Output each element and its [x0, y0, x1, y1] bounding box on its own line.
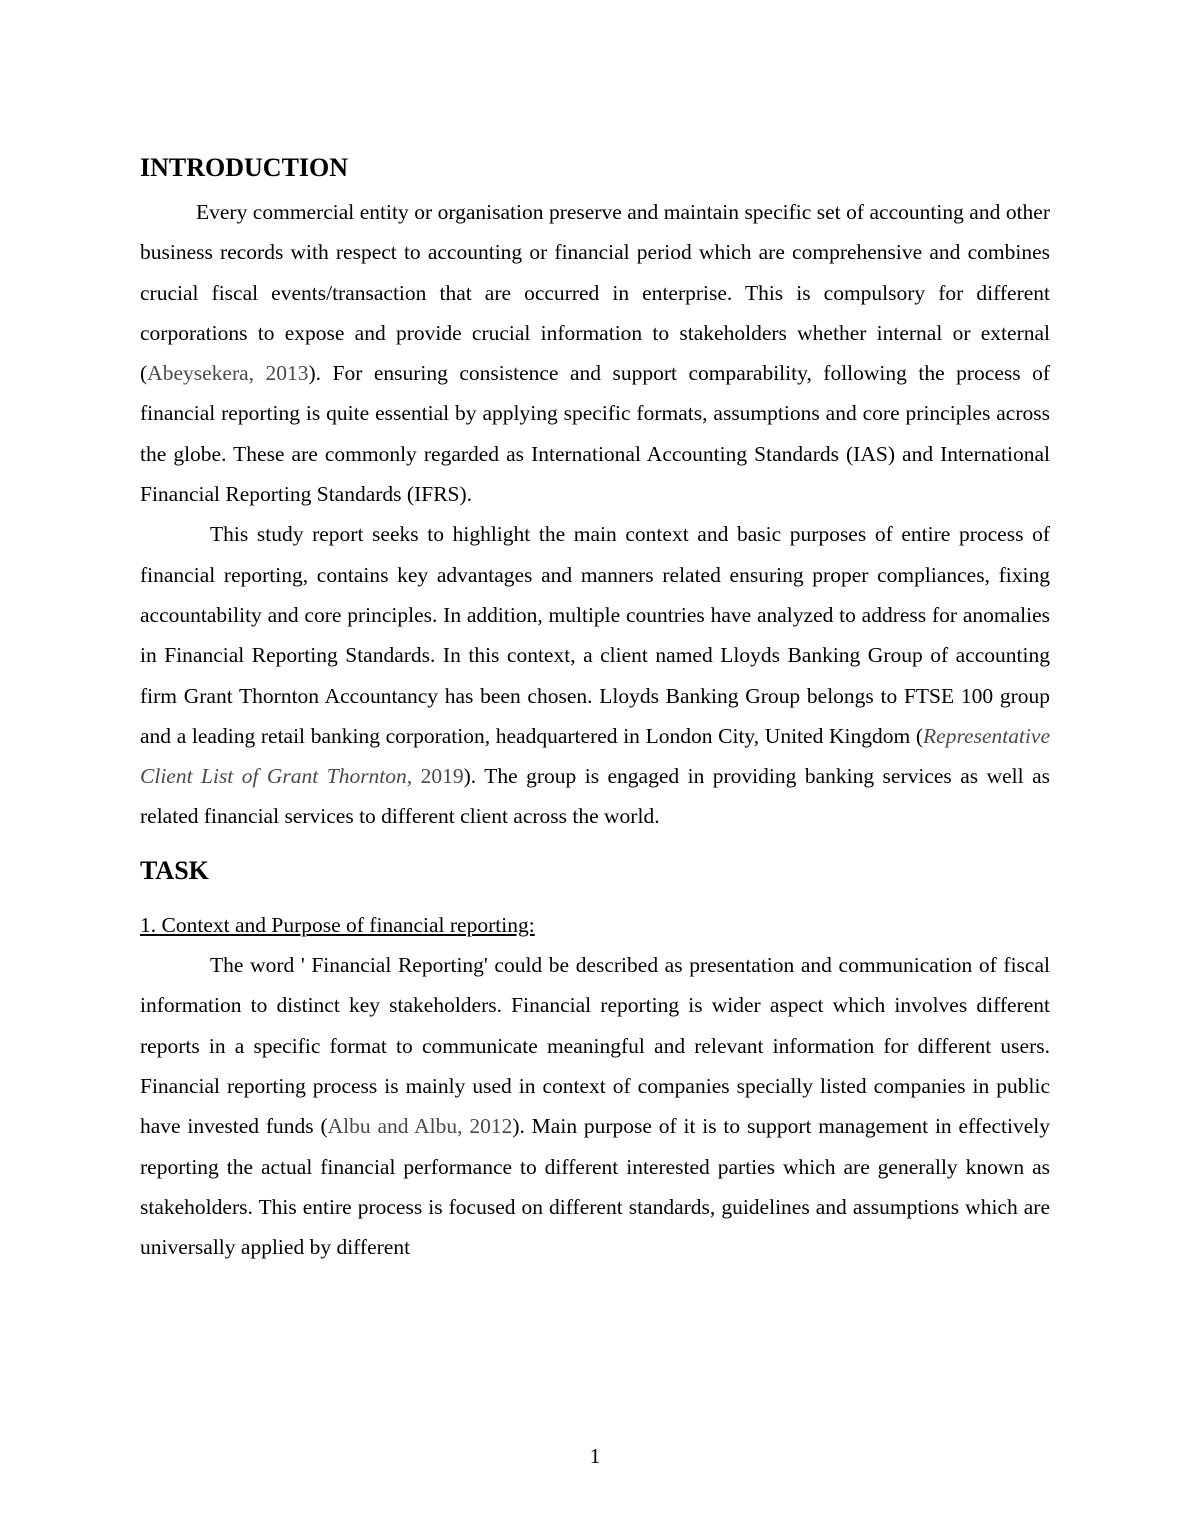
task-heading: TASK: [140, 855, 209, 885]
page-number: 1: [589, 1444, 601, 1468]
page-content: [140, 150, 1050, 1267]
task-p1-text-start: The word ' Financial Reporting' could be described as presentation and communication of fiscal information to distinct key stakeholders. Financial reporting is wider aspect which involves different reports in a specific format to communicate meaningful and relevant information for different users. Financial reporting process is mainly used in context of companies specially listed companies in public have invested funds (: [140, 953, 1050, 1139]
task-paragraph-1: [140, 945, 1050, 1267]
citation-abeysekera: Abeysekera, 2013: [147, 361, 309, 386]
introduction-paragraph-2: [140, 514, 1050, 836]
introduction-heading: INTRODUCTION: [140, 153, 349, 182]
introduction-paragraph-1: [140, 192, 1050, 514]
task-p1-text-end: ). Main purpose of it is to support management in effectively reporting the actual financial performance to different interested parties which are generally known as stakeholders. This entire process is focused on different standards, guidelines and assumptions which are universally applied by different: [140, 1114, 1051, 1260]
intro-p1-text-start: Every commercial entity or organisation preserve and maintain specific set of accounting and other business records with respect to accounting or financial period which are comprehensive and combines crucial fiscal events/transaction that are occurred in enterprise. This is compulsory for different corporations to expose and provide crucial information to stakeholders whether internal or external (: [140, 200, 1050, 386]
citation-albu: Albu and Albu, 2012: [327, 1114, 513, 1139]
intro-p2-text-start: This study report seeks to highlight the main context and basic purposes of entire process of financial reporting, contains key advantages and manners related ensuring proper compliances, fixing accountability and core principles. In addition, multiple countries have analyzed to address for anomalies in Financial Reporting Standards. In this context, a client named Lloyds Banking Group of accounting firm Grant Thornton Accountancy has been chosen. Lloyds Banking Group belongs to FTSE 100 group and a leading retail banking corporation, headquartered in London City, United Kingdom (: [140, 522, 1050, 748]
intro-p2-text-end: ). The group is engaged in providing banking services as well as related financial services to different client across the world.: [140, 764, 1050, 829]
context-purpose-subheading: 1. Context and Purpose of financial reporting:: [140, 912, 535, 937]
intro-p1-text-end: ). For ensuring consistence and support comparability, following the process of financial reporting is quite essential by applying specific formats, assumptions and core principles across the globe. These are commonly regarded as International Accounting Standards (IAS) and International Financial Reporting Standards (IFRS).: [140, 361, 1050, 507]
citation-grant-thornton-year: 2019: [412, 764, 464, 789]
citation-grant-thornton-title: Representative Client List of Grant Thornton,: [140, 723, 1050, 789]
